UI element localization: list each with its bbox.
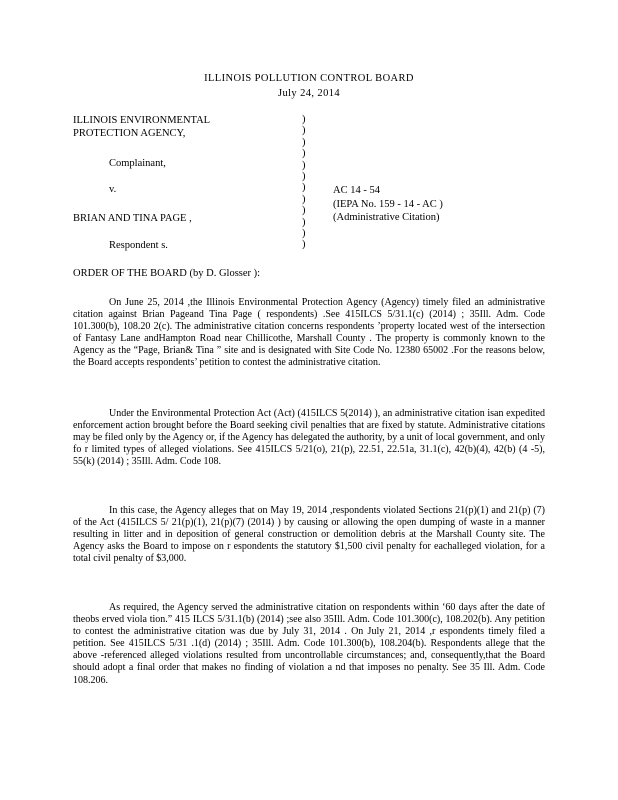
paragraph-4-text: As required, the Agency served the administrative citation on respondents within ‘60 days after the date of theobs erved viola tion.” 415 ILCS 5/31.1(b) (2014) ;see also 35Ill. Adm. Code 101.300(c), 108.202(b). Any petition to contest the administrative citation was due by July 31, 2014 . On July 21, 2014 ,r espondents timely filed a petition. See 415ILCS 5/31 .1(d) (2014) ; 35Ill. Adm. Code 101.300(b), 108.204(b). Respondents allege that the above -referenced alleged violations resulted from uncontrollable circumstances; and, consequently,that the Board should adopt a final order that makes no finding of violation a nd that imposes no penalty. See 35 Ill. Adm. Code 108.206. (73, 602, 545, 686)
iepa-number: (IEPA No. 159 - 14 - AC ) (333, 199, 443, 210)
complainant-role: Complainant, (109, 158, 166, 169)
complainant-name-line2: PROTECTION AGENCY, (73, 128, 186, 139)
caption-parentheses: ) ) ) ) ) ) ) ) ) ) ) ) (302, 114, 306, 251)
paragraph-4 (73, 602, 545, 687)
order-date: July 24, 2014 (277, 88, 341, 99)
paragraph-1-text: On June 25, 2014 ,the Illinois Environmental Protection Agency (Agency) timely filed an administrative citation against Brian Pageand Tina Page ( respondents) .See 415ILCS 5/31.1(c) (2014) ; 35Ill. Adm. Code 101.300(b), 108.20 2(c). The administrative citation concerns respondents ’property located west of the intersection of Fantasy Lane andHampton Road near Chillicothe, Marshall County . The property is commonly known to the Agency as the “Page, Brian& Tina ” site and is designated with Site Code No. 12380 65002 .For the reasons below, the Board accepts respondents’ petition to contest the administrative citation. (73, 297, 545, 369)
paragraph-3 (73, 505, 545, 565)
paragraph-2 (73, 408, 545, 468)
paragraph-2-text: Under the Environmental Protection Act (Act) (415ILCS 5(2014) ), an administrative citation isan expedited enforcement action brought before the Board seeking civil penalties that are fixed by statute. Administrative citations may be filed only by the Agency or, if the Agency has delegated the authority, by a unit of local government, and only fo r limited types of alleged violations. See 415ILCS 5/21(o), 21(p), 22.51, 22.51a, 31.1(c), 42(b)(4), 42(b) (4 -5), 55(k) (2014) ; 35Ill. Adm. Code 108. (73, 408, 545, 468)
paragraph-1 (73, 297, 545, 370)
case-type: (Administrative Citation) (333, 212, 440, 223)
respondent-name: BRIAN AND TINA PAGE , (73, 213, 192, 224)
complainant-name-line1: ILLINOIS ENVIRONMENTAL (73, 115, 211, 126)
case-number: AC 14 - 54 (333, 185, 380, 196)
board-name: ILLINOIS POLLUTION CONTROL BOARD (204, 73, 414, 84)
order-heading: ORDER OF THE BOARD (by D. Glosser ): (73, 268, 261, 279)
paragraph-3-text: In this case, the Agency alleges that on May 19, 2014 ,respondents violated Sections 21(p)(1) and 21(p) (7) of the Act (415ILCS 5/ 21(p)(1), 21(p)(7) (2014) ) by causing or allowing the open dumping of waste in a manner resulting in litter and in deposition of general construction or demolition debris at the Marshall County site. The Agency asks the Board to impose on r espondents the statutory $1,500 civil penalty for eachalleged violation, for a total civil penalty of $3,000. (73, 505, 545, 565)
respondent-role: Respondent s. (109, 240, 168, 251)
versus: v. (109, 184, 117, 195)
